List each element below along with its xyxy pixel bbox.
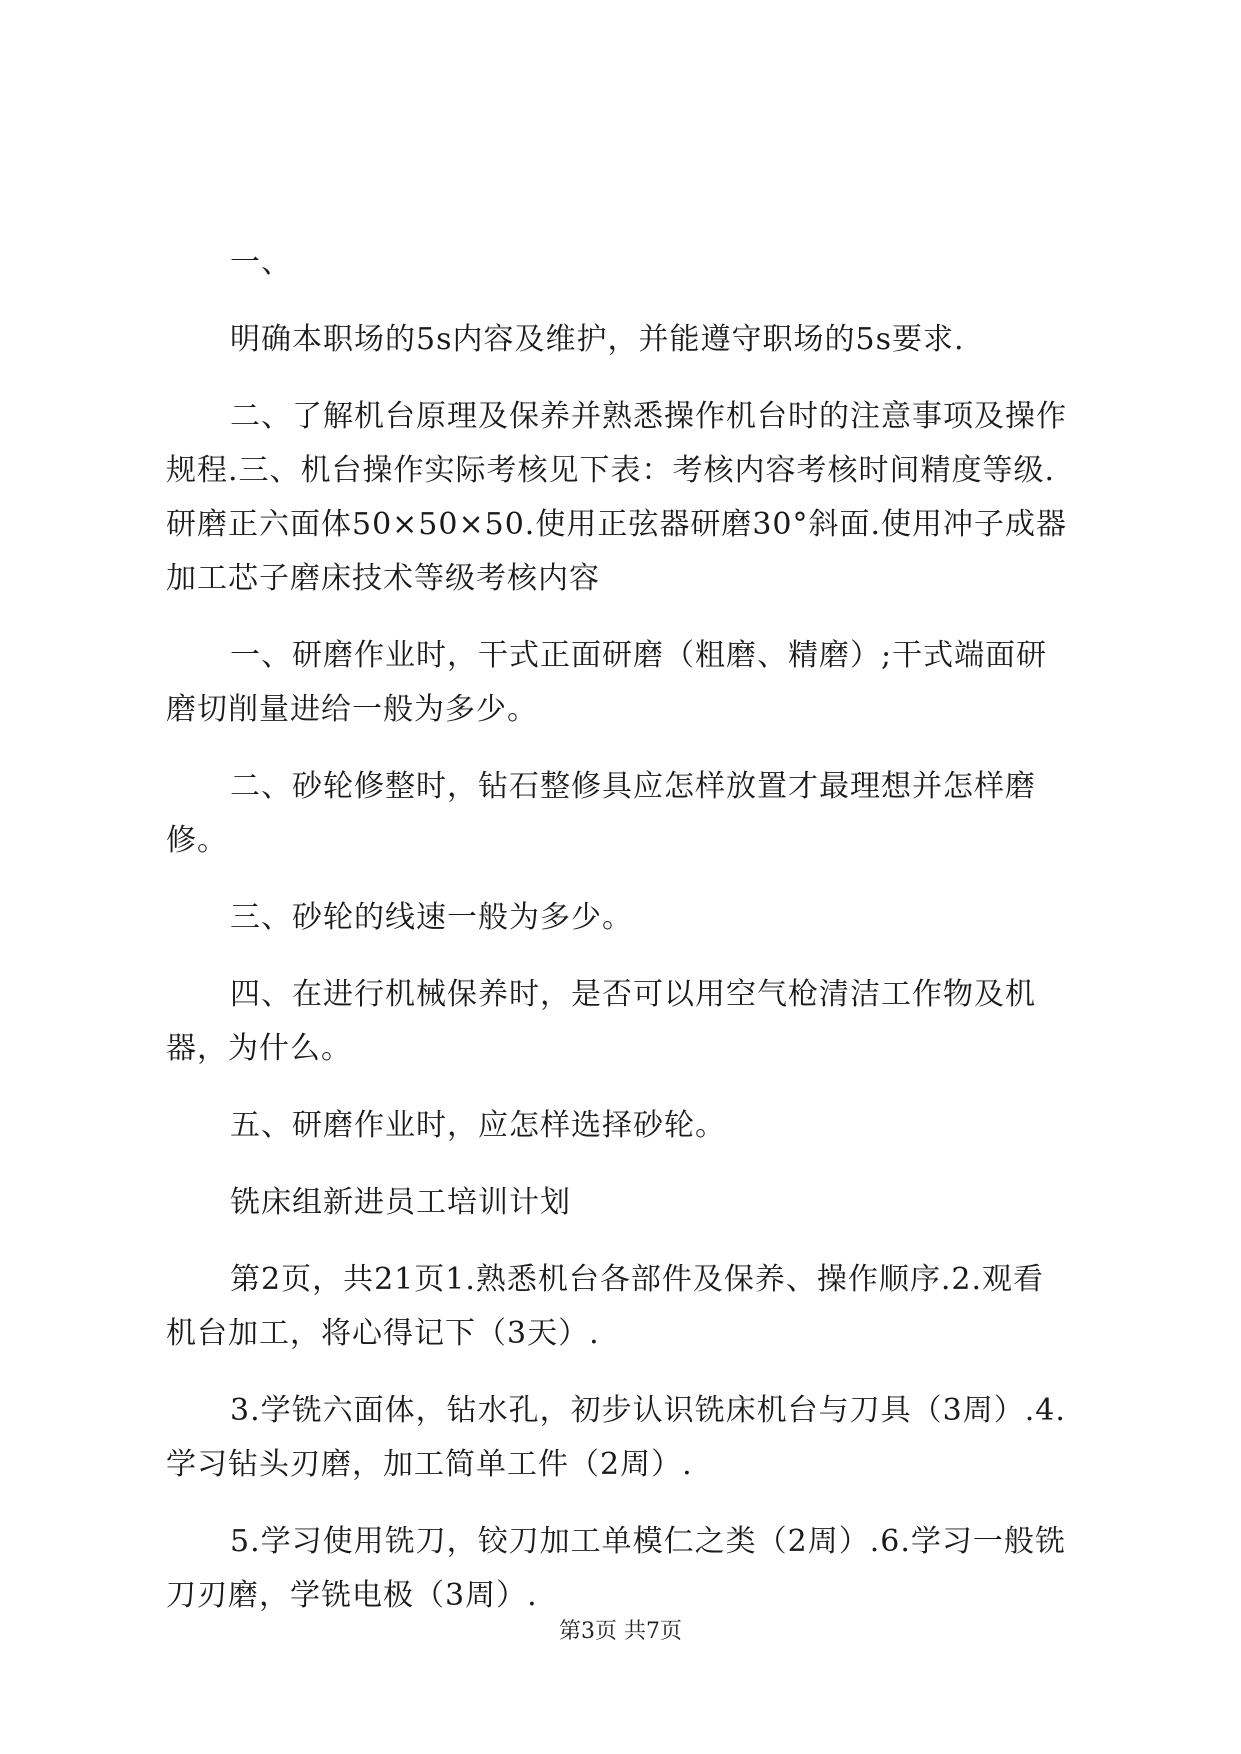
paragraph-question-5: 五、研磨作业时，应怎样选择砂轮。 <box>230 1108 726 1143</box>
document-body <box>166 236 1074 1623</box>
paragraph-5s: 明确本职场的5s内容及维护，并能遵守职场的5s要求. <box>230 322 965 357</box>
paragraph-question-2: 二、砂轮修整时，钻石整修具应怎样放置才最理想并怎样磨修。 <box>166 769 1036 858</box>
paragraph-plan-step-5-6: 5.学习使用铣刀，铰刀加工单模仁之类（2周）.6.学习一般铣刀刃磨，学铣电极（3周）. <box>166 1524 1066 1613</box>
section-title-milling-training: 铣床组新进员工培训计划 <box>230 1185 571 1220</box>
paragraph-question-1: 一、研磨作业时，干式正面研磨（粗磨、精磨）;干式端面研磨切削量进给一般为多少。 <box>166 638 1048 727</box>
paragraph-heading-one: 一、 <box>230 245 292 280</box>
paragraph-plan-step-1-2: 第2页，共21页1.熟悉机台各部件及保养、操作顺序.2.观看机台加工，将心得记下（3天）. <box>166 1262 1045 1351</box>
paragraph-machine-principles: 二、了解机台原理及保养并熟悉操作机台时的注意事项及操作规程.三、机台操作实际考核见下表：考核内容考核时间精度等级.研磨正六面体50×50×50.使用正弦器研磨30°斜面.使用冲子成器加工芯子磨床技术等级考核内容 <box>166 399 1068 596</box>
page-number: 第3页 共7页 <box>559 1619 682 1644</box>
paragraph-question-3: 三、砂轮的线速一般为多少。 <box>230 900 633 935</box>
paragraph-plan-step-3-4: 3.学铣六面体，钻水孔，初步认识铣床机台与刀具（3周）.4.学习钻头刃磨，加工简单工件（2周）. <box>166 1393 1066 1482</box>
paragraph-question-4: 四、在进行机械保养时，是否可以用空气枪清洁工作物及机器，为什么。 <box>166 977 1036 1066</box>
